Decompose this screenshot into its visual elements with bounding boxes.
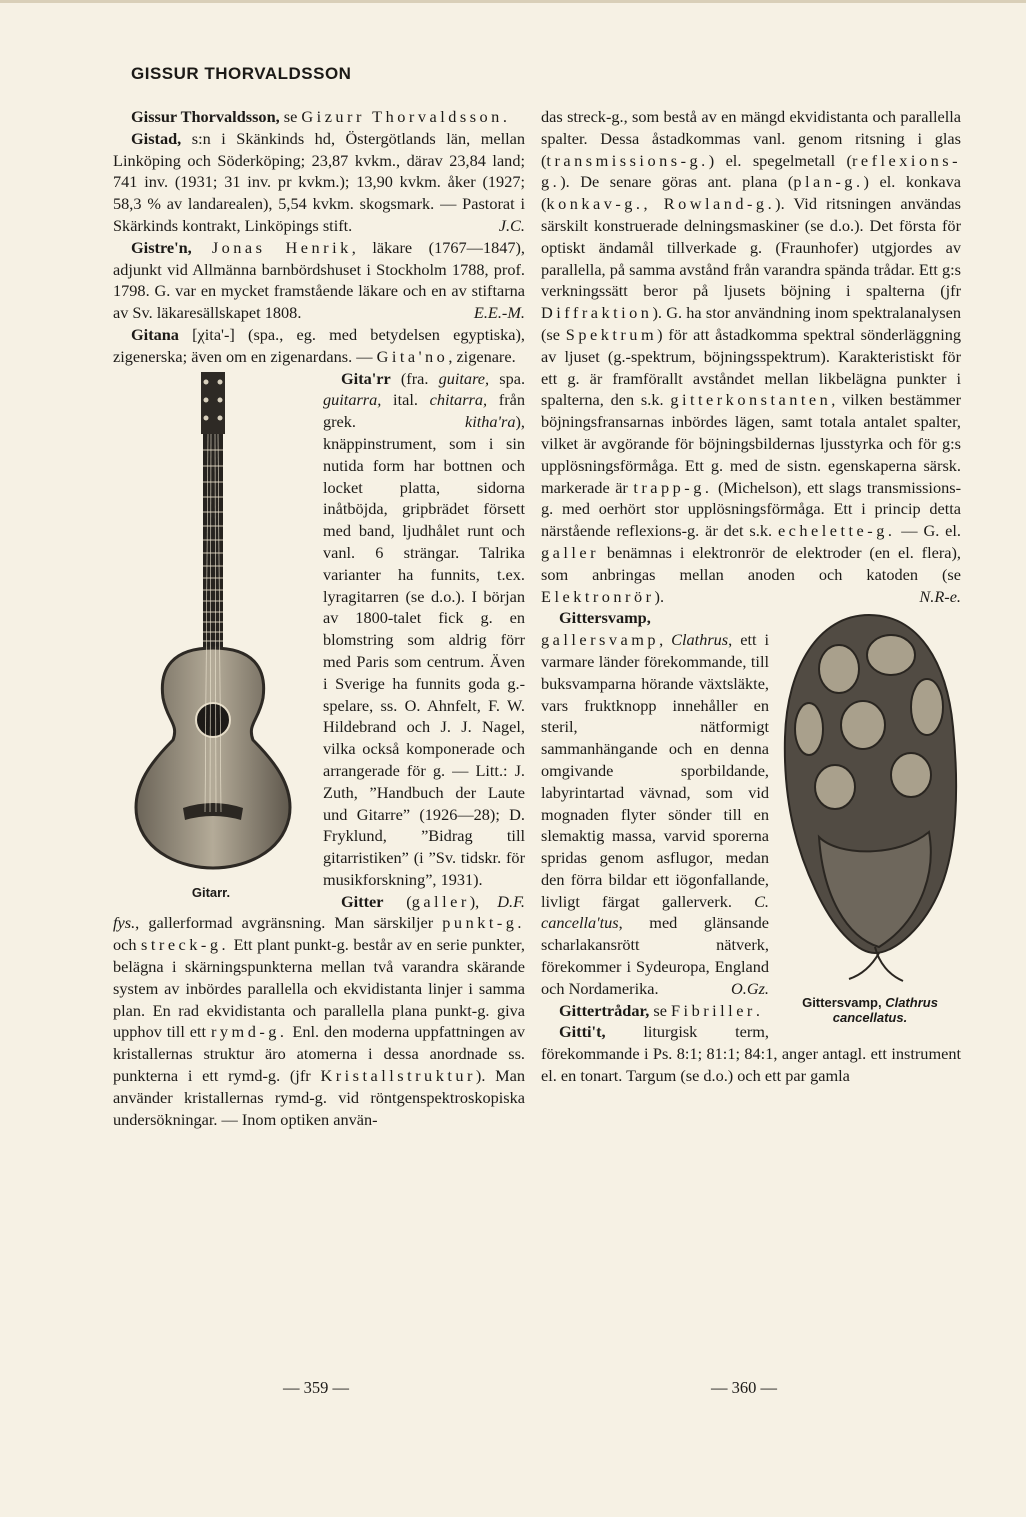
signature: D.F. bbox=[497, 891, 525, 911]
signature: J.C. bbox=[498, 215, 525, 235]
right-column bbox=[541, 106, 961, 1087]
signature: E.E.-M. bbox=[473, 303, 525, 323]
guitar-figure bbox=[113, 368, 309, 900]
fungus-figure bbox=[779, 607, 961, 1025]
entry-gitter-continued: das streck-g., som bestå av en mängd ekvidistanta och parallella spalter. Dessa åstadkommas vanl. genom ritsning i glas (transmissions-g.) el. spegelmetall (reflexions-g.). De senare göras ant. plana (plan-g.) el. konkava (konkav-g., Rowland-g.). Vid ritsningen användas särskilt konstruerade delningsmaskiner (se d.o.). Det första för optiskt ändamål tillverkade g. (Fraunhofer) utgjordes av parallella, på samma avstånd från varandra spända trådar. Ett g:s verkningssätt beror på ljusets böjning i spalterna (jfr Diffraktion). G. ha stor användning inom spektralanalysen (se Spektrum) för att åstadkomma spektral sönderläggning av ljuset (g.-spektrum, böjningsspektrum). Karakteristiskt för ett g. är framförallt avståndet mellan likbelägna punkter i spalterna, den s.k. gitterkonstanten, vilken bestämmer böjningsfransarnas inbördes lägen, samt totala antalet spalter, vilket är avgörande för böjningsbildernas ljusstyrka och för g:s upplösningsförmåga. Ett g. med de sistn. egenskaperna särsk. markerade är trapp-g. (Michelson), ett slags transmissions-g. med oerhört stor upplösningsförmåga. Ett i princip detta närstående reflexions-g. är det s.k. echelette-g. — G. el. galler benämnas i elektronrör de elektroder (en el. flera), som anbringas mellan anoden och katoden (se Elektronrör). N.R-e. bbox=[541, 107, 962, 606]
page-edge bbox=[0, 0, 1026, 3]
signature: N.R-e. bbox=[919, 586, 961, 606]
entry-gissur: Gissur Thorvaldsson, se Gizurr Thorvaldsson. bbox=[131, 107, 507, 126]
entry-gittersvamp: Gittersvamp, gallersvamp, Clathrus, ett i varmare länder förekommande, till buksvamparna hörande växtsläkte, vars fruktknopp innehåller en steril, nätformigt sammanhängande och en denna omgivande sporbildande, labyrintartad vävnad, som vid mognaden flyter sönder till en slemaktig massa, varvid sporerna spridas genom asflugor, medan den förra bildar ett iögonfallande, livligt färgat gallerverk. C. cancella'tus, med glänsande scharlakansrött nätverk, förekommer i Sydeuropa, England och Nordamerika. O.Gz. bbox=[541, 608, 769, 998]
entry-gistad: Gistad, s:n i Skänkinds hd, Östergötlands län, mellan Linköping och Söderköping; 23,87 kvkm., därav 23,84 land; 741 inv. (1931; 31 inv. pr kvkm.); 13,90 kvkm. åker (1927; 58,3 % av landarealen), 5,54 kvkm. skogsmark. — Pastorat i Skärkinds kontrakt, Linköpings stift. J.C. bbox=[113, 128, 525, 235]
entry-gittit: Gitti't, liturgisk term, förekommande i Ps. 8:1; 81:1; 84:1, anger antagl. ett instrument el. en tonart. Targum (se d.o.) och ett par gamla bbox=[541, 1022, 961, 1086]
running-header: GISSUR THORVALDSSON bbox=[131, 64, 352, 83]
entry-gitana: Gitana [χita'-] (spa., eg. med betydelsen egyptiska), zigenerska; även om en zigenardans. — Gita'no, zigenare. bbox=[113, 324, 525, 366]
guitar-illustration bbox=[113, 368, 309, 878]
fungus-caption: Gittersvamp, Clathrus cancellatus. bbox=[802, 995, 938, 1026]
left-column bbox=[113, 106, 525, 1130]
signature: O.Gz. bbox=[731, 978, 769, 998]
entry-gitter: Gitter (galler), fys., gallerformad avgränsning. Man särskiljer punkt-g. och streck-g. Ett plant punkt-g. består av en serie punkter, belägna i skärningspunkterna mellan två varandra skärande system av inbördes parallella och ekvidistanta linjer i samma plan. En rad ekvidistanta och parallella plana punkt-g. giva upphov till ett rymd-g. Enl. den moderna uppfattningen av kristallernas struktur äro atomerna i dessa anordnade ss. punkterna i ett rymd-g. (jfr Kristallstruktur). Man använder kristallernas rymd-g. vid röntgenspektroskopiska undersökningar. — Inom optiken använ- bbox=[113, 891, 526, 1129]
entry-gistren: Gistre'n, Jonas Henrik, läkare (1767—1847), adjunkt vid Allmänna barnbördshuset i Stockholm 1788, prof. 1798. G. var en mycket framstående läkare och en av stiftarna av Sv. läkaresällskapet 1808. E.E.-M. bbox=[113, 237, 525, 323]
entry-gitarr: Gita'rr (fra. guitare, spa. guitarra, ital. chitarra, från grek. kitha'ra), knäppinstrument, som i sin nutida form har bottnen och locket platta, sidorna inåtböjda, gripbrädet försett med band, ljudhålet runt och vanl. 6 strängar. Talrika varianter ha funnits, t.ex. lyragitarren (se d.o.). I början av 1800-talet fick g. en blomstring som aldrig förr med Paris som centrum. Även i Sverige ha funnits goda g.-spelare, ss. O. Ahnfelt, F. W. Hildebrand och J. J. Nagel, vilka också komponerade och arrangerade för g. — Litt.: J. Zuth, ”Handbuch der Laute und Gitarre” (1926—28); D. Fryklund, ”Bidrag till gitarristiken” (i ”Sv. tidskr. för musikforskning”, 1931). D.F. bbox=[323, 368, 526, 911]
page-number-left: — 359 — bbox=[283, 1378, 349, 1397]
guitar-caption: Gitarr. bbox=[191, 884, 231, 900]
page-number-right: — 360 — bbox=[711, 1378, 777, 1397]
entry-gittertradar: Gittertrådar, se Fibriller. bbox=[559, 1000, 760, 1020]
fungus-illustration bbox=[779, 607, 961, 992]
